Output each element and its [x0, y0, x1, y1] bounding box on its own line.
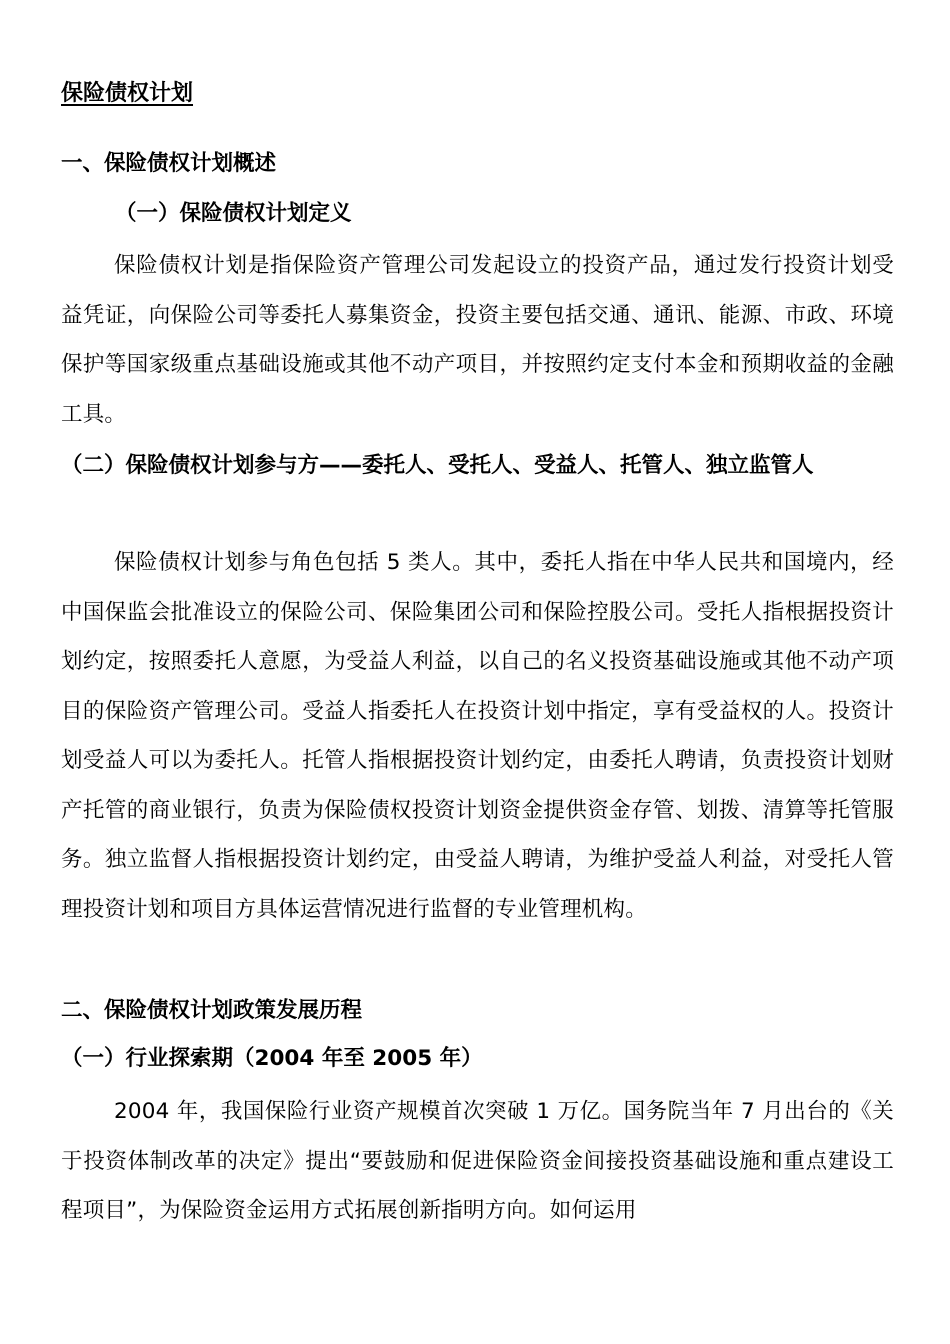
- section-2-heading: 二、保险债权计划政策发展历程: [61, 998, 363, 1023]
- section-1-1-heading: （一）保险债权计划定义: [115, 201, 352, 226]
- section-1-2-paragraph: 保险债权计划参与角色包括 5 类人。其中，委托人指在中华人民共和国境内，经中国保监会批准设立的保险公司、保险集团公司和保险控股公司。受托人指根据投资计划约定，按照委托人意愿，为受益人利益，以自己的名义投资基础设施或其他不动产项目的保险资产管理公司。受益人指委托人在投资计划中指定，享有受益权的人。投资计划受益人可以为委托人。托管人指根据投资计划约定，由委托人聘请，负责投资计划财产托管的商业银行，负责为保险债权投资计划资金提供资金存管、划拨、清算等托管服务。独立监督人指根据投资计划约定，由受益人聘请，为维护受益人利益，对受托人管理投资计划和项目方具体运营情况进行监督的专业管理机构。: [61, 550, 894, 922]
- section-1-1-paragraph: 保险债权计划是指保险资产管理公司发起设立的投资产品，通过发行投资计划受益凭证，向保险公司等委托人募集资金，投资主要包括交通、通讯、能源、市政、环境保护等国家级重点基础设施或其他不动产项目，并按照约定支付本金和预期收益的金融工具。: [61, 253, 894, 427]
- section-2-1-heading: （一）行业探索期（2004 年至 2005 年）: [61, 1046, 483, 1071]
- section-1-heading: 一、保险债权计划概述: [61, 151, 277, 176]
- section-1-2-heading: （二）保险债权计划参与方——委托人、受托人、受益人、托管人、独立监管人: [61, 453, 814, 478]
- section-2-1-paragraph: 2004 年，我国保险行业资产规模首次突破 1 万亿。国务院当年 7 月出台的《关于投资体制改革的决定》提出“要鼓励和促进保险资金间接投资基础设施和重点建设工程项目”，为保险资金运用方式拓展创新指明方向。如何运用: [61, 1099, 894, 1223]
- document-title: 保险债权计划: [61, 81, 194, 106]
